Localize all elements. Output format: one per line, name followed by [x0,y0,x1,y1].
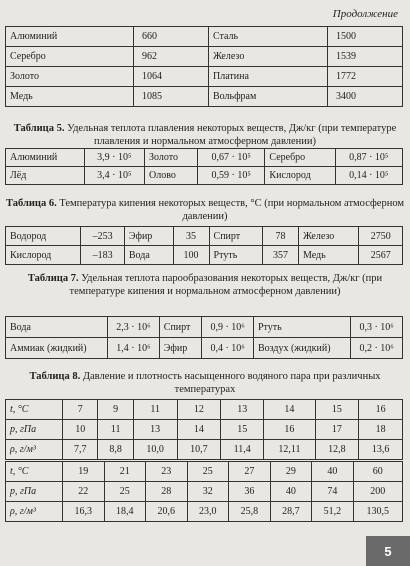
table-cell: 16 [264,420,315,440]
substance-name: Ртуть [209,246,262,265]
melting-point-value: 1500 [327,27,402,47]
table-cell: 11 [98,420,133,440]
table-cell: 15 [315,400,359,420]
table-cell: 22 [63,482,105,502]
substance-name: Сталь [208,27,327,47]
substance-name: Спирт [209,227,262,246]
table-row [6,400,403,420]
melting-point-table [5,26,403,107]
substance-name: Аммиак (жидкий) [6,338,108,359]
fusion-heat-value: 3,4 · 10⁵ [84,167,144,185]
table-cell: 23,0 [187,502,229,522]
table-cell: 200 [353,482,402,502]
table7-title: Таблица 7. [27,273,79,284]
table-row [6,502,403,522]
table6-caption-text: Температура кипения некоторых веществ, °C (при нормальном атмосферном давлении) [59,198,405,222]
table5-caption [0,122,410,148]
table-cell: 14 [177,420,221,440]
table-row [6,149,403,167]
melting-point-value: 1772 [327,67,402,87]
substance-name: Вольфрам [208,87,327,107]
table-cell: 8,8 [98,440,133,460]
table5-caption-text: Удельная теплота плавления некоторых веществ, Дж/кг (при температуре плавления и нормальном атмосферном давлении) [67,123,397,147]
table-row [6,462,403,482]
substance-name: Вода [124,246,173,265]
melting-point-value: 1064 [133,67,208,87]
substance-name: Кислород [6,246,81,265]
table-cell: 13 [221,400,264,420]
row-header: p, гПа [6,482,63,502]
table-cell: 51,2 [312,502,354,522]
table-cell: 20,6 [146,502,188,522]
table-cell: 16 [359,400,403,420]
table-cell: 13 [133,420,177,440]
substance-name: Лёд [6,167,85,185]
substance-name: Кислород [265,167,335,185]
substance-name: Спирт [159,317,201,338]
substance-name: Платина [208,67,327,87]
table6-title: Таблица 6. [5,198,57,209]
table-row [6,317,403,338]
table-row [6,420,403,440]
heat-of-vaporization-table [5,316,403,359]
table7-caption-text: Удельная теплота парообразования некоторых веществ, Дж/кг (при температуре кипения и нормальном атмосферном давлении) [69,273,383,297]
table-row [6,440,403,460]
substance-name: Олово [145,167,198,185]
table-row [6,246,403,265]
melting-point-value: 660 [133,27,208,47]
table-cell: 14 [264,400,315,420]
boiling-point-value: 35 [173,227,209,246]
table-cell: 10 [63,420,98,440]
fusion-heat-value: 0,14 · 10⁵ [335,167,402,185]
table-cell: 15 [221,420,264,440]
table-cell: 12,8 [315,440,359,460]
table-row [6,87,403,107]
row-header: p, гПа [6,420,63,440]
table-row [6,482,403,502]
table-cell: 12,11 [264,440,315,460]
table-cell: 130,5 [353,502,402,522]
table-cell: 10,7 [177,440,221,460]
table-cell: 18,4 [104,502,146,522]
vaporization-heat-value: 0,4 · 10⁶ [202,338,254,359]
substance-name: Ртуть [253,317,350,338]
melting-point-value: 962 [133,47,208,67]
table-cell: 60 [353,462,402,482]
substance-name: Железо [298,227,359,246]
table-row [6,338,403,359]
table-cell: 32 [187,482,229,502]
table-row [6,167,403,185]
table-cell: 7,7 [63,440,98,460]
table-cell: 25 [187,462,229,482]
row-header: t, °C [6,400,63,420]
table5-title: Таблица 5. [13,123,65,134]
table-cell: 36 [229,482,271,502]
vapor-table-part1 [5,399,403,460]
substance-name: Алюминий [6,149,85,167]
vaporization-heat-value: 0,9 · 10⁶ [202,317,254,338]
table-cell: 29 [270,462,312,482]
table-cell: 7 [63,400,98,420]
table-cell: 40 [270,482,312,502]
substance-name: Медь [298,246,359,265]
melting-point-value: 1085 [133,87,208,107]
table8-title: Таблица 8. [29,371,81,382]
substance-name: Воздух (жидкий) [253,338,350,359]
substance-name: Серебро [265,149,335,167]
row-header: ρ, г/м³ [6,440,63,460]
fusion-heat-value: 0,87 · 10⁵ [335,149,402,167]
table6-caption [0,197,410,223]
row-header: t, °C [6,462,63,482]
substance-name: Золото [145,149,198,167]
substance-name: Водород [6,227,81,246]
table-row [6,67,403,87]
table-cell: 18 [359,420,403,440]
melting-point-value: 3400 [327,87,402,107]
substance-name: Железо [208,47,327,67]
vaporization-heat-value: 2,3 · 10⁶ [108,317,160,338]
heat-of-fusion-table [5,148,403,185]
boiling-point-value: 100 [173,246,209,265]
table-cell: 25,8 [229,502,271,522]
substance-name: Вода [6,317,108,338]
table-cell: 25 [104,482,146,502]
table-row [6,27,403,47]
table-cell: 28,7 [270,502,312,522]
vaporization-heat-value: 0,3 · 10⁶ [351,317,403,338]
boiling-point-table [5,226,403,265]
table-cell: 74 [312,482,354,502]
table-cell: 13,6 [359,440,403,460]
table-row [6,227,403,246]
boiling-point-value: –253 [81,227,125,246]
boiling-point-value: –183 [81,246,125,265]
boiling-point-value: 357 [262,246,298,265]
table-cell: 23 [146,462,188,482]
substance-name: Золото [6,67,134,87]
boiling-point-value: 78 [262,227,298,246]
fusion-heat-value: 3,9 · 10⁵ [84,149,144,167]
table7-caption [0,272,410,298]
table8-caption-text: Давление и плотность насыщенного водяного пара при различных температурах [82,371,381,395]
table-cell: 27 [229,462,271,482]
vaporization-heat-value: 0,2 · 10⁶ [351,338,403,359]
boiling-point-value: 2750 [359,227,403,246]
boiling-point-value: 2567 [359,246,403,265]
substance-name: Медь [6,87,134,107]
table-row [6,47,403,67]
substance-name: Эфир [124,227,173,246]
table8-caption [0,370,410,396]
table-cell: 16,3 [63,502,105,522]
table-cell: 12 [177,400,221,420]
table-cell: 17 [315,420,359,440]
table-cell: 11 [133,400,177,420]
vapor-table-part2 [5,461,403,522]
continuation-label: Продолжение [332,8,398,20]
fusion-heat-value: 0,67 · 10⁵ [198,149,265,167]
table-cell: 28 [146,482,188,502]
table-cell: 10,0 [133,440,177,460]
vaporization-heat-value: 1,4 · 10⁶ [108,338,160,359]
table-cell: 9 [98,400,133,420]
substance-name: Алюминий [6,27,134,47]
table-cell: 19 [63,462,105,482]
table-cell: 40 [312,462,354,482]
fusion-heat-value: 0,59 · 10⁵ [198,167,265,185]
table-cell: 11,4 [221,440,264,460]
substance-name: Серебро [6,47,134,67]
page-number: 5 [366,536,410,566]
table-cell: 21 [104,462,146,482]
substance-name: Эфир [159,338,201,359]
row-header: ρ, г/м³ [6,502,63,522]
melting-point-value: 1539 [327,47,402,67]
